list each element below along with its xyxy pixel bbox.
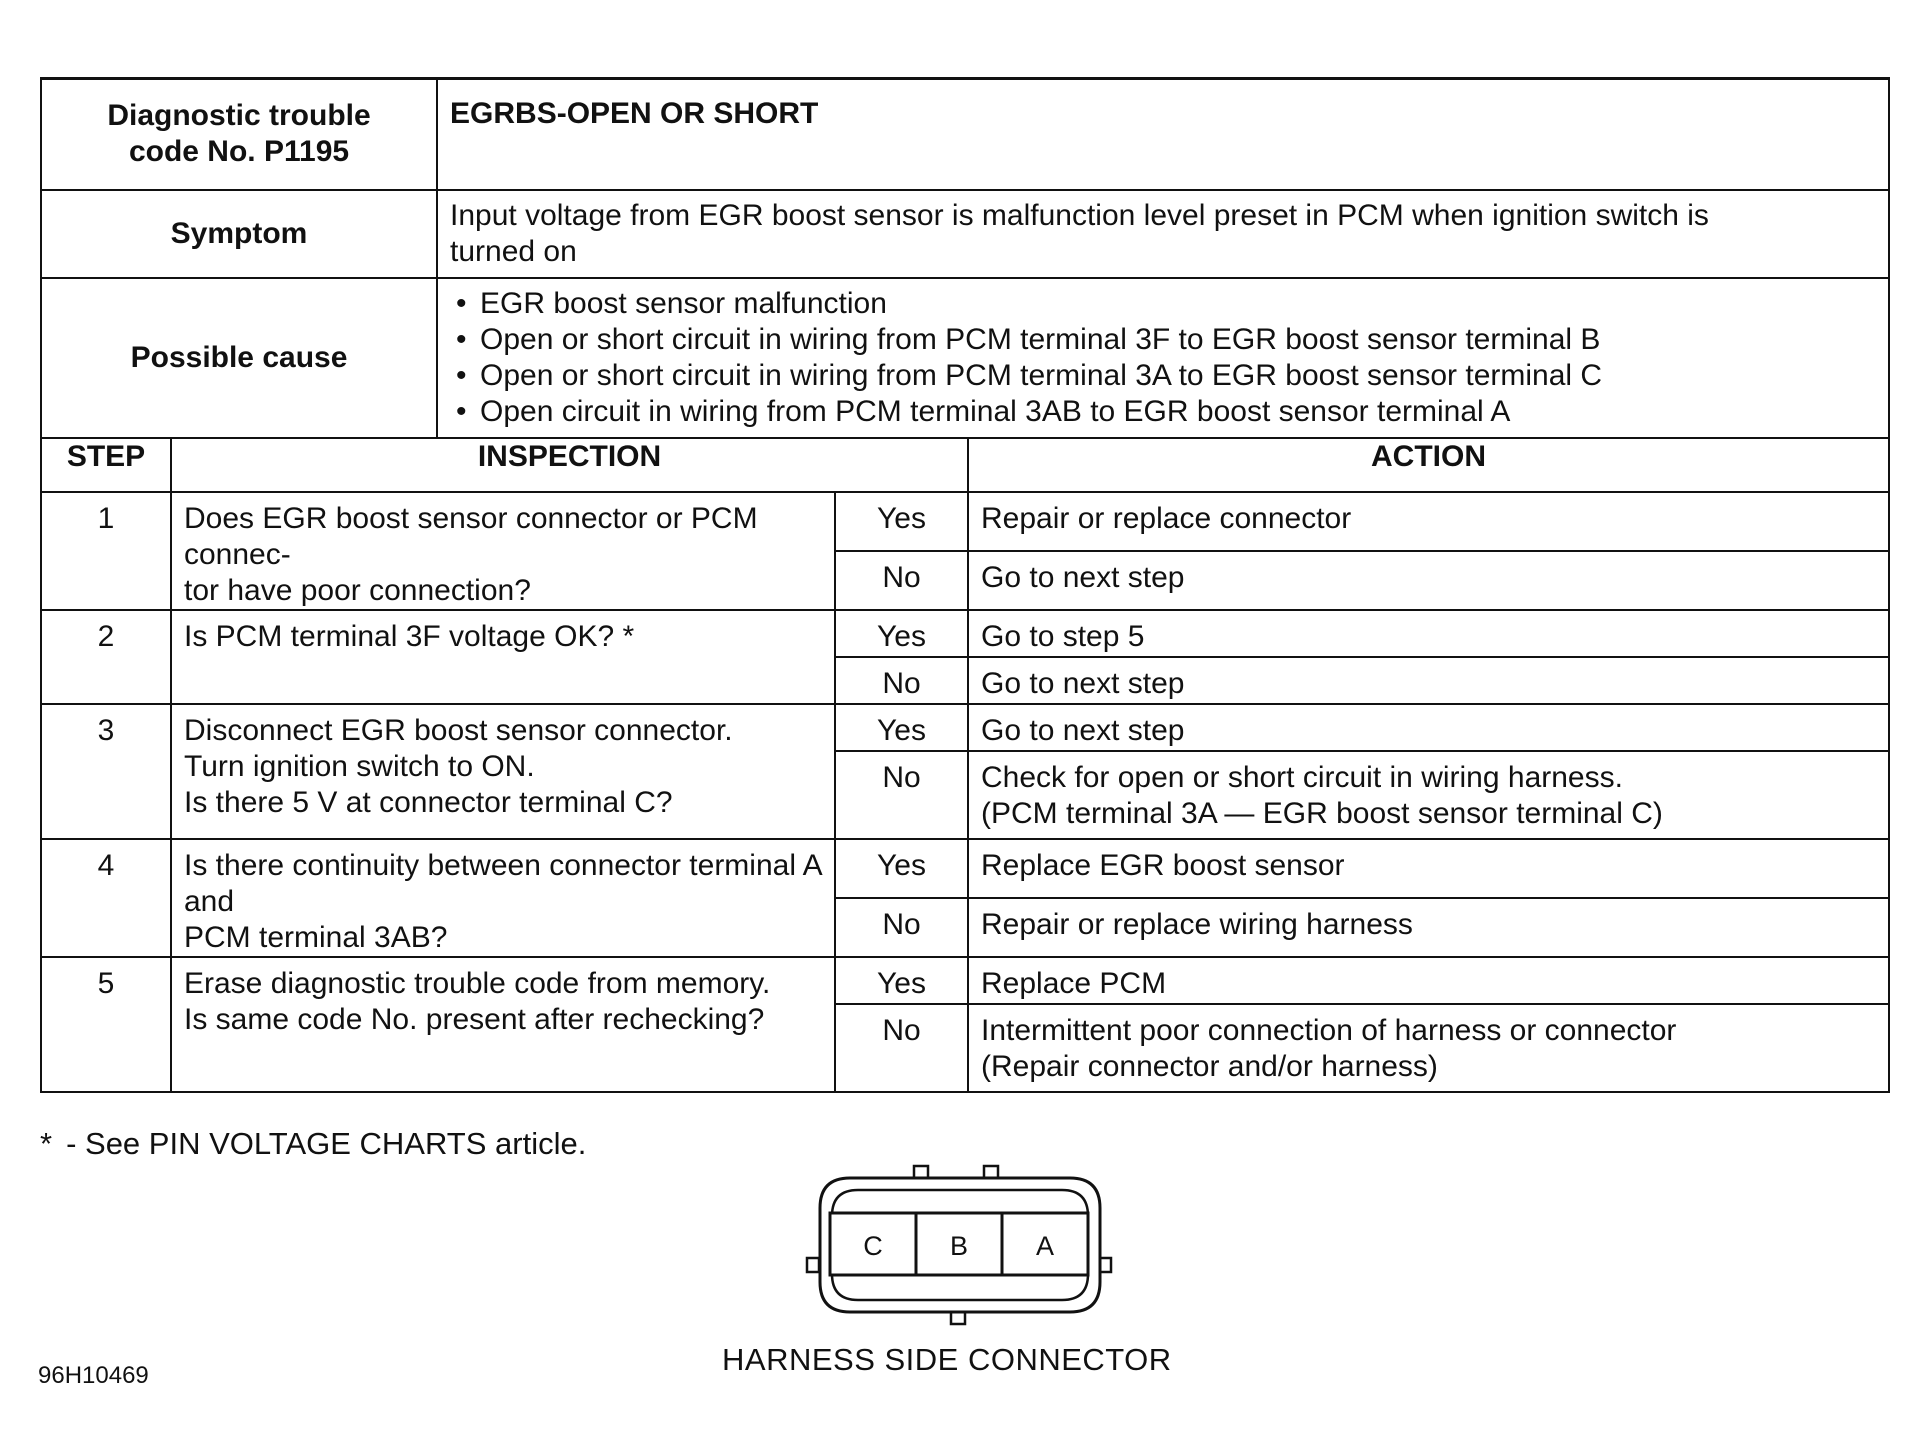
inspection-line: Turn ignition switch to ON. bbox=[184, 749, 535, 783]
diagnostic-table bbox=[40, 77, 1890, 1093]
yes-action: Replace EGR boost sensor bbox=[968, 839, 1889, 898]
inspection-line: Is there 5 V at connector terminal C? bbox=[184, 785, 673, 819]
step-inspection bbox=[171, 704, 835, 839]
yes-label: Yes bbox=[835, 704, 968, 751]
cause-row bbox=[41, 278, 1889, 438]
yes-label: Yes bbox=[835, 610, 968, 657]
cause-list bbox=[450, 286, 1876, 430]
no-label: No bbox=[835, 551, 968, 610]
step-number: 2 bbox=[41, 610, 171, 704]
connector-tab bbox=[984, 1166, 998, 1178]
cause-item: • Open or short circuit in wiring from PCM terminal 3F to EGR boost sensor terminal B bbox=[450, 322, 1876, 358]
connector-tab bbox=[914, 1166, 928, 1178]
yes-label: Yes bbox=[835, 957, 968, 1004]
yes-action: Go to step 5 bbox=[968, 610, 1889, 657]
column-header-row bbox=[41, 438, 1889, 492]
symptom-text bbox=[437, 190, 1889, 278]
inspection-line: Does EGR boost sensor connector or PCM connec- bbox=[184, 501, 758, 571]
inspection-line: Is same code No. present after rechecking? bbox=[184, 1002, 765, 1036]
step-row bbox=[41, 839, 1889, 898]
step-row bbox=[41, 957, 1889, 1004]
step-number: 3 bbox=[41, 704, 171, 839]
action-line: (PCM terminal 3A — EGR boost sensor terminal C) bbox=[981, 796, 1663, 830]
yes-action: Repair or replace connector bbox=[968, 492, 1889, 551]
no-action bbox=[968, 751, 1889, 839]
action-line: Check for open or short circuit in wiring harness. bbox=[981, 760, 1623, 794]
step-inspection bbox=[171, 492, 835, 610]
step-inspection bbox=[171, 610, 835, 704]
footnote-text: - See PIN VOLTAGE CHARTS article. bbox=[66, 1126, 587, 1161]
footnote-star: * bbox=[40, 1126, 53, 1161]
inspection-line: Is there continuity between connector terminal A and bbox=[184, 848, 822, 918]
yes-label: Yes bbox=[835, 492, 968, 551]
inspection-line: PCM terminal 3AB? bbox=[184, 920, 448, 954]
action-line: (Repair connector and/or harness) bbox=[981, 1049, 1438, 1083]
cause-list-cell bbox=[437, 278, 1889, 438]
code-label-line2: code No. P1195 bbox=[128, 135, 350, 169]
step-inspection bbox=[171, 957, 835, 1092]
step-row bbox=[41, 610, 1889, 657]
code-value: EGRBS-OPEN OR SHORT bbox=[437, 79, 1889, 190]
pin-label-b: B bbox=[949, 1231, 969, 1261]
step-row bbox=[41, 492, 1889, 551]
column-header-action: ACTION bbox=[968, 438, 1889, 492]
connector-tab bbox=[951, 1312, 965, 1324]
figure-code: 96H10469 bbox=[38, 1362, 149, 1389]
inspection-line: Erase diagnostic trouble code from memory. bbox=[184, 966, 771, 1000]
inspection-line: Disconnect EGR boost sensor connector. bbox=[184, 713, 733, 747]
no-action: Go to next step bbox=[968, 657, 1889, 704]
cause-item: • EGR boost sensor malfunction bbox=[450, 286, 1876, 322]
no-action: Repair or replace wiring harness bbox=[968, 898, 1889, 957]
step-number: 4 bbox=[41, 839, 171, 957]
yes-label: Yes bbox=[835, 839, 968, 898]
column-header-step: STEP bbox=[41, 438, 171, 492]
cause-item: • Open or short circuit in wiring from PCM terminal 3A to EGR boost sensor terminal C bbox=[450, 358, 1876, 394]
step-inspection bbox=[171, 839, 835, 957]
harness-connector-diagram bbox=[800, 1160, 1120, 1336]
no-action bbox=[968, 1004, 1889, 1092]
code-label-line1: Diagnostic trouble bbox=[107, 99, 371, 133]
action-line: Intermittent poor connection of harness or connector bbox=[981, 1013, 1677, 1047]
code-row bbox=[41, 79, 1889, 190]
pin-label-a: A bbox=[1035, 1231, 1055, 1261]
symptom-label: Symptom bbox=[41, 190, 437, 278]
symptom-line1: Input voltage from EGR boost sensor is malfunction level preset in PCM when ignition switch is bbox=[450, 198, 1709, 232]
step-row bbox=[41, 704, 1889, 751]
code-label-cell bbox=[41, 79, 437, 190]
yes-action: Go to next step bbox=[968, 704, 1889, 751]
cause-item: • Open circuit in wiring from PCM terminal 3AB to EGR boost sensor terminal A bbox=[450, 394, 1876, 430]
step-number: 1 bbox=[41, 492, 171, 610]
no-label: No bbox=[835, 898, 968, 957]
cause-label: Possible cause bbox=[41, 278, 437, 438]
no-action: Go to next step bbox=[968, 551, 1889, 610]
column-header-inspection: INSPECTION bbox=[171, 438, 968, 492]
symptom-row bbox=[41, 190, 1889, 278]
yes-action: Replace PCM bbox=[968, 957, 1889, 1004]
symptom-line2: turned on bbox=[450, 234, 577, 268]
connector-caption: HARNESS SIDE CONNECTOR bbox=[722, 1342, 1172, 1377]
connector-tab bbox=[807, 1258, 819, 1272]
no-label: No bbox=[835, 1004, 968, 1092]
no-label: No bbox=[835, 657, 968, 704]
step-number: 5 bbox=[41, 957, 171, 1092]
inspection-line: tor have poor connection? bbox=[184, 573, 531, 607]
inspection-line: Is PCM terminal 3F voltage OK? * bbox=[184, 619, 635, 653]
pin-label-c: C bbox=[863, 1231, 883, 1261]
no-label: No bbox=[835, 751, 968, 839]
footnote bbox=[40, 1126, 586, 1162]
